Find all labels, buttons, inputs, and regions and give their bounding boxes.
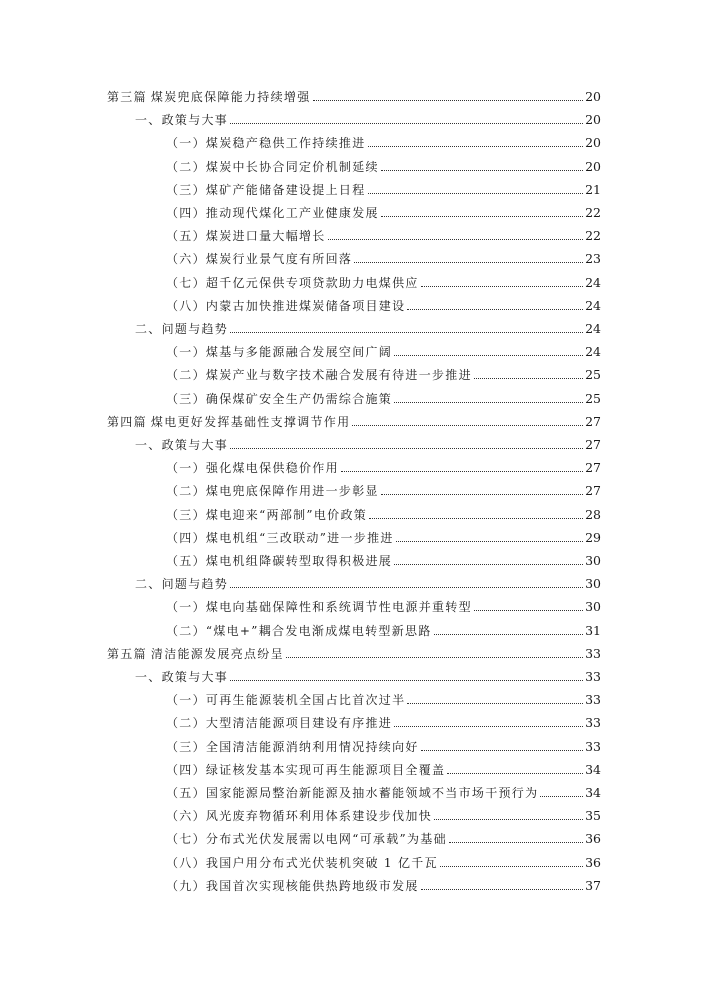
toc-page-number: 27 xyxy=(585,413,601,429)
toc-item-entry[interactable] xyxy=(166,827,601,847)
toc-page-number: 27 xyxy=(585,483,601,499)
toc-entry-title: （四）绿证核发基本实现可再生能源项目全覆盖 xyxy=(166,762,446,777)
toc-page-number: 30 xyxy=(585,576,601,592)
toc-dot-leader xyxy=(328,239,583,240)
toc-entry-title: （八）内蒙古加快推进煤炭储备项目建设 xyxy=(166,298,406,313)
toc-item-entry[interactable] xyxy=(166,874,601,894)
toc-entry-title: （二）煤炭中长协合同定价机制延续 xyxy=(166,159,379,174)
toc-dot-leader xyxy=(381,216,583,217)
toc-dot-leader xyxy=(474,610,583,611)
toc-entry-title: 煤炭兜底保障能力持续增强 xyxy=(150,90,311,104)
toc-entry-title: （三）全国清洁能源消纳利用情况持续向好 xyxy=(166,739,419,754)
toc-dot-leader xyxy=(313,100,584,101)
toc-page-number: 33 xyxy=(585,738,601,754)
toc-item-entry[interactable] xyxy=(166,456,601,476)
toc-page-number: 35 xyxy=(585,808,601,824)
toc-item-entry[interactable] xyxy=(166,711,601,731)
toc-item-entry[interactable] xyxy=(166,479,601,499)
toc-entry-title: （三）煤矿产能储备建设提上日程 xyxy=(166,182,366,197)
toc-dot-leader xyxy=(394,564,583,565)
toc-entry-title: （一）煤炭稳产稳供工作持续推进 xyxy=(166,136,366,151)
toc-page-number: 20 xyxy=(585,158,601,174)
toc-item-entry[interactable] xyxy=(166,595,601,615)
toc-entry-title: 二、问题与趋势 xyxy=(135,322,229,336)
toc-dot-leader xyxy=(540,796,583,797)
toc-dot-leader xyxy=(381,494,583,495)
toc-dot-leader xyxy=(369,518,583,519)
toc-page-number: 33 xyxy=(585,645,601,661)
toc-entry-title: （三）煤电迎来“两部制”电价政策 xyxy=(166,507,368,522)
toc-item-entry[interactable] xyxy=(166,526,601,546)
toc-page-number: 22 xyxy=(585,228,601,244)
toc-dot-leader xyxy=(396,541,583,542)
toc-dot-leader xyxy=(230,123,583,124)
toc-entry-title: （二）大型清洁能源项目建设有序推进 xyxy=(166,716,393,731)
toc-item-entry[interactable] xyxy=(166,387,601,407)
toc-item-entry[interactable] xyxy=(166,340,601,360)
toc-page-number: 24 xyxy=(585,344,601,360)
toc-entry-title: （六）煤炭行业景气度有所回落 xyxy=(166,252,353,267)
toc-entry-title: 一、政策与大事 xyxy=(135,438,229,452)
toc-dot-leader xyxy=(440,866,583,867)
toc-dot-leader xyxy=(368,193,584,194)
toc-dot-leader xyxy=(230,587,583,588)
toc-entry-title: （五）煤电机组降碳转型取得积极进展 xyxy=(166,554,393,568)
toc-dot-leader xyxy=(394,726,583,727)
toc-page-number: 22 xyxy=(585,205,601,220)
toc-page-number: 24 xyxy=(585,297,601,313)
toc-item-entry[interactable] xyxy=(166,851,601,871)
toc-part-label: 第三篇 xyxy=(107,90,147,104)
toc-dot-leader xyxy=(394,355,583,356)
toc-dot-leader xyxy=(230,332,583,333)
toc-part-label: 第四篇 xyxy=(107,414,147,429)
toc-part-entry[interactable] xyxy=(107,642,601,662)
toc-page-number: 33 xyxy=(585,715,601,731)
toc-dot-leader xyxy=(407,703,583,704)
toc-page-number: 33 xyxy=(585,692,601,708)
toc-entry-title: （六）风光废弃物循环利用体系建设步伐加快 xyxy=(166,809,433,824)
toc-entry-title: （五）煤炭进口量大幅增长 xyxy=(166,229,326,244)
toc-dot-leader xyxy=(434,819,583,820)
toc-item-entry[interactable] xyxy=(166,131,601,151)
toc-entry-title: （七）分布式光伏发展需以电网“可承载”为基础 xyxy=(166,832,447,847)
toc-dot-leader xyxy=(341,471,583,472)
toc-entry-title: （四）推动现代煤化工产业健康发展 xyxy=(166,206,379,220)
toc-page-number: 24 xyxy=(585,274,601,290)
toc-item-entry[interactable] xyxy=(166,688,601,708)
toc-entry-title: （二）煤电兜底保障作用进一步彰显 xyxy=(166,484,379,499)
toc-entry-title: （二）“煤电+”耦合发电渐成煤电转型新思路 xyxy=(166,623,432,638)
toc-page-number: 20 xyxy=(585,89,601,104)
toc-dot-leader xyxy=(434,634,583,635)
toc-entry-title: （一）可再生能源装机全国占比首次过半 xyxy=(166,693,406,708)
toc-dot-leader xyxy=(421,750,583,751)
toc-page-number: 34 xyxy=(585,785,601,800)
toc-item-entry[interactable] xyxy=(166,224,601,244)
toc-item-entry[interactable] xyxy=(166,247,601,267)
toc-item-entry[interactable] xyxy=(166,758,601,778)
toc-dot-leader xyxy=(474,378,583,379)
toc-section-entry[interactable] xyxy=(135,665,601,685)
toc-dot-leader xyxy=(449,842,583,843)
toc-entry-title: （八）我国户用分布式光伏装机突破 1 亿千瓦 xyxy=(166,855,438,870)
toc-entry-title: （三）确保煤矿安全生产仍需综合施策 xyxy=(166,391,393,406)
toc-section-entry[interactable] xyxy=(135,572,601,592)
toc-item-entry[interactable] xyxy=(166,619,601,639)
toc-page-number: 24 xyxy=(585,321,601,336)
toc-page-number: 27 xyxy=(585,437,601,452)
toc-dot-leader xyxy=(421,286,583,287)
toc-item-entry[interactable] xyxy=(166,549,601,569)
toc-dot-leader xyxy=(394,402,583,403)
toc-part-label: 第五篇 xyxy=(107,646,147,661)
toc-item-entry[interactable] xyxy=(166,178,601,198)
toc-section-entry[interactable] xyxy=(135,433,601,453)
toc-entry-title: 煤电更好发挥基础性支撑调节作用 xyxy=(150,414,351,429)
toc-item-entry[interactable] xyxy=(166,363,601,383)
toc-page-number: 29 xyxy=(585,529,601,545)
toc-page-number: 37 xyxy=(585,877,601,893)
toc-page-number: 25 xyxy=(585,367,601,383)
toc-item-entry[interactable] xyxy=(166,503,601,523)
toc-dot-leader xyxy=(447,773,583,774)
toc-entry-title: 一、政策与大事 xyxy=(135,670,229,684)
toc-dot-leader xyxy=(230,680,583,681)
toc-page-number: 34 xyxy=(585,761,601,777)
toc-part-entry[interactable] xyxy=(107,410,601,430)
toc-page-number: 36 xyxy=(585,831,601,847)
toc-item-entry[interactable] xyxy=(166,781,601,801)
toc-dot-leader xyxy=(286,657,583,658)
toc-dot-leader xyxy=(368,146,584,147)
toc-item-entry[interactable] xyxy=(166,735,601,755)
toc-item-entry[interactable] xyxy=(166,271,601,291)
toc-entry-title: （四）煤电机组“三改联动”进一步推进 xyxy=(166,530,394,545)
toc-entry-title: （一）煤基与多能源融合发展空间广阔 xyxy=(166,345,393,360)
toc-page-number: 21 xyxy=(585,181,601,197)
toc-page-number: 36 xyxy=(585,854,601,870)
toc-page-number: 30 xyxy=(585,553,601,568)
toc-page-number: 23 xyxy=(585,251,601,267)
toc-item-entry[interactable] xyxy=(166,201,601,221)
toc-part-entry[interactable] xyxy=(107,85,601,105)
toc-dot-leader xyxy=(381,170,583,171)
toc-page-number: 25 xyxy=(585,390,601,406)
toc-dot-leader xyxy=(230,448,583,449)
toc-entry-title: 清洁能源发展亮点纷呈 xyxy=(150,646,284,661)
toc-page-number: 20 xyxy=(585,112,601,128)
toc-entry-title: （七）超千亿元保供专项贷款助力电煤供应 xyxy=(166,275,419,290)
toc-page-number: 31 xyxy=(585,622,601,638)
toc-page-number: 28 xyxy=(585,506,601,522)
toc-dot-leader xyxy=(352,425,583,426)
toc-page-number: 33 xyxy=(585,669,601,684)
toc-page-number: 30 xyxy=(585,599,601,615)
toc-dot-leader xyxy=(407,309,583,310)
toc-entry-title: （九）我国首次实现核能供热跨地级市发展 xyxy=(166,878,419,893)
toc-section-entry[interactable] xyxy=(135,108,601,128)
toc-entry-title: 二、问题与趋势 xyxy=(135,577,229,592)
toc-page-number: 20 xyxy=(585,135,601,151)
toc-entry-title: （一）强化煤电保供稳价作用 xyxy=(166,461,339,476)
toc-page-number: 27 xyxy=(585,460,601,476)
toc-entry-title: （五）国家能源局整治新能源及抽水蓄能领域不当市场干预行为 xyxy=(166,786,539,800)
toc-entry-title: （一）煤电向基础保障性和系统调节性电源并重转型 xyxy=(166,600,472,615)
toc-section-entry[interactable] xyxy=(135,317,601,337)
toc-dot-leader xyxy=(354,262,583,263)
toc-item-entry[interactable] xyxy=(166,804,601,824)
toc-entry-title: 一、政策与大事 xyxy=(135,113,229,128)
toc-entry-title: （二）煤炭产业与数字技术融合发展有待进一步推进 xyxy=(166,368,472,383)
toc-item-entry[interactable] xyxy=(166,294,601,314)
toc-item-entry[interactable] xyxy=(166,155,601,175)
toc-dot-leader xyxy=(421,889,583,890)
